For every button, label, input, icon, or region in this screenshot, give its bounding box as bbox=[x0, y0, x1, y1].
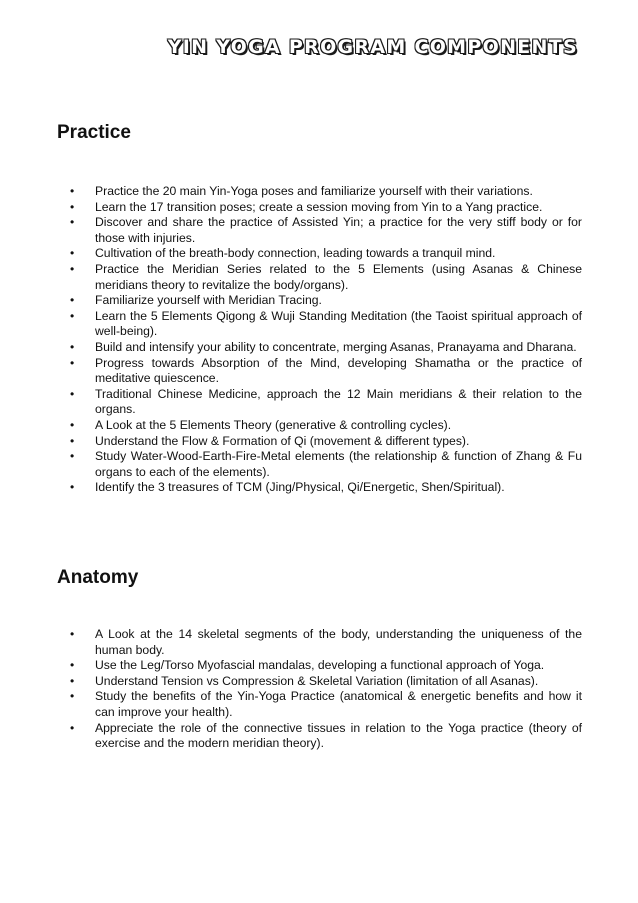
list-item-text: Understand the Flow & Formation of Qi (movement & different types). bbox=[95, 433, 470, 448]
bullet-icon: • bbox=[70, 355, 75, 370]
bullet-icon: • bbox=[70, 246, 75, 261]
bullet-icon: • bbox=[70, 480, 75, 495]
list-item bbox=[57, 689, 582, 720]
list-item bbox=[57, 627, 582, 658]
practice-section bbox=[57, 122, 582, 496]
list-item-text: A Look at the 5 Elements Theory (generative & controlling cycles). bbox=[95, 417, 452, 432]
bullet-icon: • bbox=[70, 720, 75, 735]
bullet-icon: • bbox=[70, 689, 75, 704]
list-item-text: Appreciate the role of the connective tissues in relation to the Yoga practice (theory of exercise and the modern meridian theory). bbox=[95, 720, 582, 751]
list-item-text: Identify the 3 treasures of TCM (Jing/Physical, Qi/Energetic, Shen/Spiritual). bbox=[95, 480, 505, 495]
list-item bbox=[57, 215, 582, 246]
list-item bbox=[57, 449, 582, 480]
list-item bbox=[57, 418, 582, 434]
bullet-icon: • bbox=[70, 386, 75, 401]
list-item-text: Learn the 5 Elements Qigong & Wuji Standing Meditation (the Taoist spiritual approach of well-being). bbox=[95, 308, 582, 339]
list-item-text: Practice the Meridian Series related to the 5 Elements (using Asanas & Chinese meridians theory to revitalize the body/organs). bbox=[95, 261, 582, 292]
bullet-icon: • bbox=[70, 293, 75, 308]
list-item-text: Traditional Chinese Medicine, approach the 12 Main meridians & their relation to the organs. bbox=[95, 386, 582, 417]
list-item-text: Build and intensify your ability to concentrate, merging Asanas, Pranayama and Dharana. bbox=[95, 339, 577, 354]
list-item bbox=[57, 658, 582, 674]
bullet-icon: • bbox=[70, 627, 75, 641]
bullet-icon: • bbox=[70, 339, 75, 354]
practice-list bbox=[57, 184, 582, 496]
page-header bbox=[0, 36, 638, 62]
list-item-text: Progress towards Absorption of the Mind, developing Shamatha or the practice of meditative quiescence. bbox=[95, 355, 582, 386]
list-item bbox=[57, 480, 582, 496]
list-item bbox=[57, 200, 582, 216]
list-item-text: Use the Leg/Torso Myofascial mandalas, developing a functional approach of Yoga. bbox=[95, 658, 545, 673]
list-item-text: Cultivation of the breath-body connection, leading towards a tranquil mind. bbox=[95, 246, 496, 261]
anatomy-list bbox=[57, 627, 582, 752]
list-item bbox=[57, 246, 582, 262]
list-item bbox=[57, 721, 582, 752]
list-item-text: Discover and share the practice of Assisted Yin; a practice for the very stiff body or for those with injuries. bbox=[95, 215, 582, 245]
list-item bbox=[57, 309, 582, 340]
bullet-icon: • bbox=[70, 417, 75, 432]
list-item-text: Practice the 20 main Yin-Yoga poses and familiarize yourself with their variations. bbox=[95, 184, 533, 198]
list-item-text: Learn the 17 transition poses; create a session moving from Yin to a Yang practice. bbox=[95, 199, 543, 214]
bullet-icon: • bbox=[70, 261, 75, 276]
page-title: YIN YOGA PROGRAM COMPONENTS bbox=[167, 36, 578, 58]
list-item bbox=[57, 434, 582, 450]
list-item bbox=[57, 262, 582, 293]
list-item bbox=[57, 293, 582, 309]
bullet-icon: • bbox=[70, 184, 75, 198]
list-item-text: Study the benefits of the Yin-Yoga Practice (anatomical & energetic benefits and how it can improve your health). bbox=[95, 689, 582, 719]
bullet-icon: • bbox=[70, 658, 75, 673]
bullet-icon: • bbox=[70, 199, 75, 214]
practice-heading: Practice bbox=[57, 122, 131, 143]
list-item bbox=[57, 387, 582, 418]
list-item bbox=[57, 340, 582, 356]
bullet-icon: • bbox=[70, 449, 75, 464]
list-item bbox=[57, 184, 582, 200]
list-item-text: Understand Tension vs Compression & Skeletal Variation (limitation of all Asanas). bbox=[95, 673, 539, 688]
bullet-icon: • bbox=[70, 215, 75, 230]
list-item-text: Study Water-Wood-Earth-Fire-Metal elements (the relationship & function of Zhang & Fu organs to each of the elements). bbox=[95, 449, 582, 479]
list-item bbox=[57, 674, 582, 690]
bullet-icon: • bbox=[70, 673, 75, 688]
list-item-text: A Look at the 14 skeletal segments of the body, understanding the uniqueness of the human body. bbox=[95, 627, 582, 657]
anatomy-section bbox=[57, 567, 582, 752]
list-item bbox=[57, 356, 582, 387]
bullet-icon: • bbox=[70, 433, 75, 448]
anatomy-heading: Anatomy bbox=[57, 567, 139, 588]
bullet-icon: • bbox=[70, 308, 75, 323]
list-item-text: Familiarize yourself with Meridian Tracing. bbox=[95, 293, 322, 308]
